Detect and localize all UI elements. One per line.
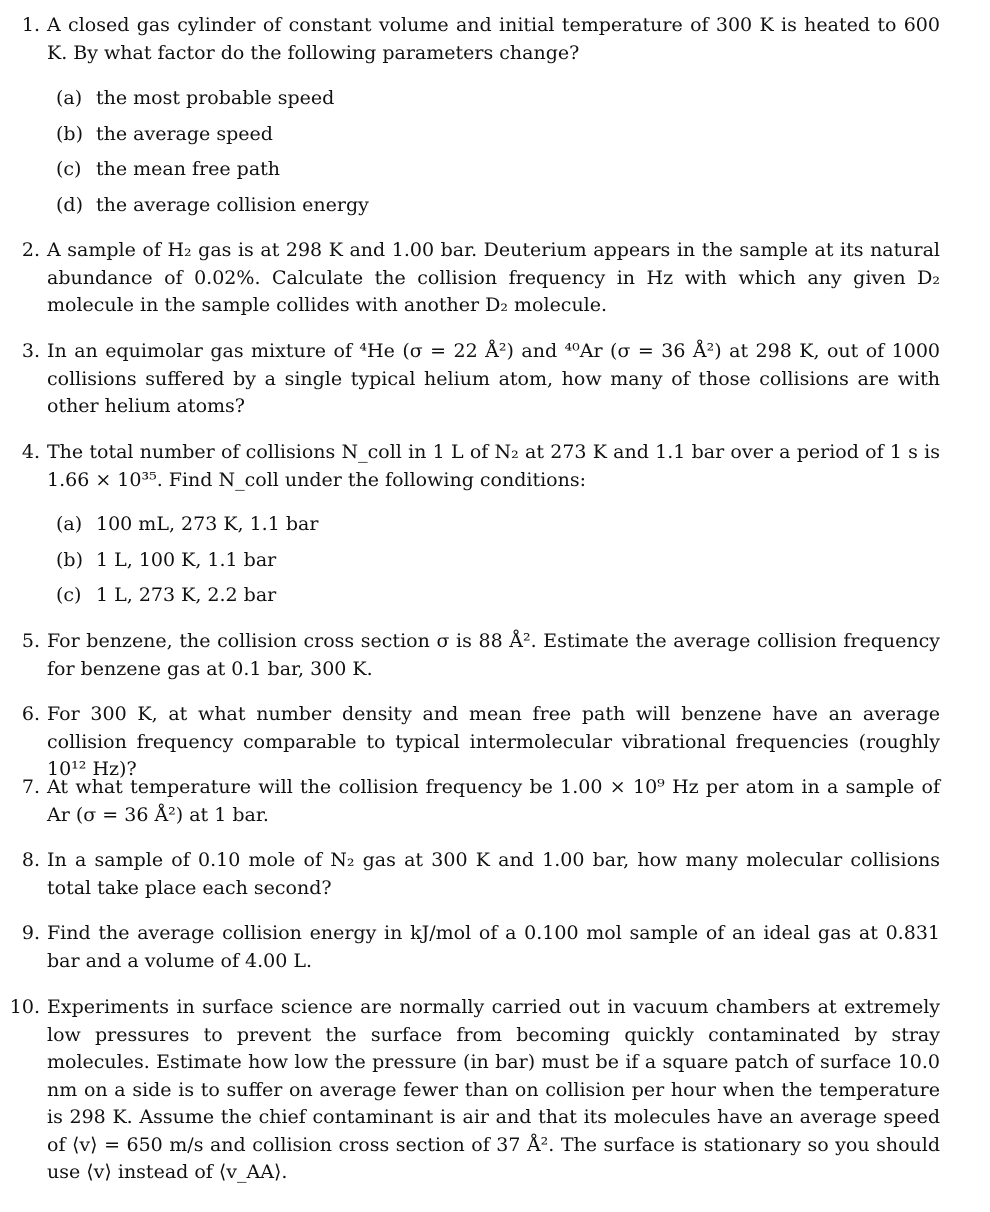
problem-text: In a sample of 0.10 mole of N₂ gas at 300 K and 1.00 bar, how many molecular collisions total take place each second? <box>47 849 940 899</box>
subitem-text: the mean free path <box>96 158 281 180</box>
subitem-label: (b) <box>56 549 83 571</box>
problem-text: In an equimolar gas mixture of ⁴He (σ = 22 Å²) and ⁴⁰Ar (σ = 36 Å²) at 298 K, out of 1000 collisions suffered by a single typical helium atom, how many of those collisions are with other helium atoms? <box>47 340 940 417</box>
problem-number: 5. <box>21 630 40 652</box>
subitem-text: the average collision energy <box>96 194 369 216</box>
subitem-label: (a) <box>56 513 83 535</box>
subitem-text: the most probable speed <box>96 87 335 109</box>
problem-text: For benzene, the collision cross section σ is 88 Å². Estimate the average collision frequency for benzene gas at 0.1 bar, 300 K. <box>47 630 940 680</box>
subitem-text: 1 L, 273 K, 2.2 bar <box>96 584 277 606</box>
problem-number: 3. <box>21 340 40 362</box>
problem-number: 2. <box>21 239 40 261</box>
subitem-text: 1 L, 100 K, 1.1 bar <box>96 549 277 571</box>
subitem-text: 100 mL, 273 K, 1.1 bar <box>96 513 319 535</box>
problem-number: 10. <box>9 996 40 1018</box>
subitem-label: (c) <box>56 584 82 606</box>
problem-number: 4. <box>21 441 40 463</box>
subitem-label: (c) <box>56 158 82 180</box>
problem-text: The total number of collisions N_coll in 1 L of N₂ at 273 K and 1.1 bar over a period of 1 s is 1.66 × 10³⁵. Find N_coll under the following conditions: <box>47 441 940 491</box>
problem-text: For 300 K, at what number density and mean free path will benzene have an average collision frequency comparable to typical intermolecular vibrational frequencies (roughly 10¹² Hz)? <box>47 703 940 780</box>
subitem-label: (b) <box>56 123 83 145</box>
subitem-text: the average speed <box>96 123 273 145</box>
problem-text: Find the average collision energy in kJ/mol of a 0.100 mol sample of an ideal gas at 0.831 bar and a volume of 4.00 L. <box>47 922 940 972</box>
problem-text: A sample of H₂ gas is at 298 K and 1.00 bar. Deuterium appears in the sample at its natural abundance of 0.02%. Calculate the collision frequency in Hz with which any given D₂ molecule in the sample collides with another D₂ molecule. <box>47 239 940 316</box>
problem-number: 6. <box>21 703 40 725</box>
subitem-label: (a) <box>56 87 83 109</box>
problem-number: 7. <box>21 776 40 798</box>
problem-number: 9. <box>21 922 40 944</box>
problem-text: At what temperature will the collision frequency be 1.00 × 10⁹ Hz per atom in a sample of Ar (σ = 36 Å²) at 1 bar. <box>47 776 940 826</box>
subitem-label: (d) <box>56 194 83 216</box>
problem-number: 1. <box>21 14 40 36</box>
problem-number: 8. <box>21 849 40 871</box>
problem-text: Experiments in surface science are normally carried out in vacuum chambers at extremely low pressures to prevent the surface from becoming quickly contaminated by stray molecules. Estimate how low the pressure (in bar) must be if a square patch of surface 10.0 nm on a side is to suffer on average fewer than on collision per hour when the temperature is 298 K. Assume the chief contaminant is air and that its molecules have an average speed of ⟨v⟩ = 650 m/s and collision cross section of 37 Å². The surface is stationary so you should use ⟨v⟩ instead of ⟨v_AA⟩. <box>47 996 940 1183</box>
problem-text: A closed gas cylinder of constant volume and initial temperature of 300 K is heated to 600 K. By what factor do the following parameters change? <box>47 14 940 64</box>
